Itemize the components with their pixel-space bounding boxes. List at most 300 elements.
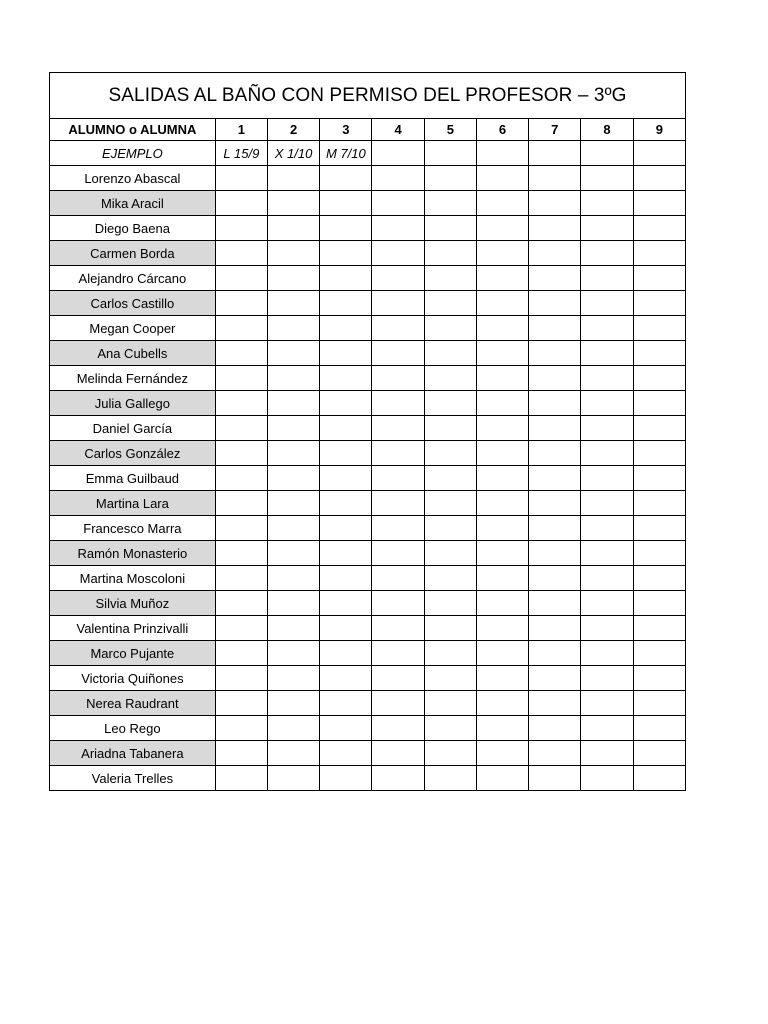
student-name: Valentina Prinzivalli [50, 616, 216, 641]
student-name: Martina Moscoloni [50, 566, 216, 591]
student-row [50, 441, 686, 466]
exit-entry-cell[interactable] [215, 766, 267, 791]
example-label: EJEMPLO [50, 141, 216, 166]
exit-entry-cell[interactable] [267, 566, 319, 591]
exit-entry-cell[interactable] [476, 441, 528, 466]
header-row [50, 119, 686, 141]
exit-entry-cell[interactable] [267, 591, 319, 616]
exit-entry-cell[interactable] [215, 241, 267, 266]
exit-entry-cell[interactable] [529, 341, 581, 366]
exit-entry-cell[interactable] [372, 666, 424, 691]
student-name: Leo Rego [50, 716, 216, 741]
exit-entry-cell[interactable] [215, 716, 267, 741]
exit-entry-cell[interactable] [581, 766, 633, 791]
student-row [50, 541, 686, 566]
exit-entry-cell[interactable] [267, 341, 319, 366]
student-row [50, 266, 686, 291]
exit-entry-cell[interactable] [320, 341, 372, 366]
exit-entry-cell[interactable] [372, 266, 424, 291]
exit-entry-cell[interactable] [215, 266, 267, 291]
exit-entry-cell[interactable] [633, 366, 685, 391]
student-row [50, 191, 686, 216]
exit-entry-cell[interactable] [424, 341, 476, 366]
exit-entry-cell[interactable] [581, 341, 633, 366]
exit-entry-cell[interactable] [529, 316, 581, 341]
exit-entry-cell[interactable] [215, 666, 267, 691]
exit-entry-cell[interactable] [320, 166, 372, 191]
exit-entry-cell[interactable] [320, 616, 372, 641]
student-name: Valeria Trelles [50, 766, 216, 791]
exit-entry-cell[interactable] [320, 716, 372, 741]
exit-entry-cell[interactable] [424, 291, 476, 316]
exit-entry-cell[interactable] [320, 641, 372, 666]
exit-entry-cell[interactable] [633, 741, 685, 766]
exit-entry-cell[interactable] [215, 416, 267, 441]
student-name: Carmen Borda [50, 241, 216, 266]
student-row [50, 391, 686, 416]
exit-entry-cell[interactable] [581, 291, 633, 316]
exit-entry-cell[interactable] [215, 391, 267, 416]
exit-entry-cell[interactable] [372, 191, 424, 216]
exit-entry-cell[interactable] [476, 616, 528, 641]
student-row [50, 666, 686, 691]
slot-column-header: 3 [320, 119, 372, 141]
exit-entry-cell[interactable] [320, 391, 372, 416]
exit-entry-cell[interactable] [529, 741, 581, 766]
exit-entry-cell[interactable] [215, 316, 267, 341]
exit-entry-cell[interactable] [633, 266, 685, 291]
example-cell: L 15/9 [215, 141, 267, 166]
exit-entry-cell[interactable] [633, 616, 685, 641]
slot-column-header: 9 [633, 119, 685, 141]
student-row [50, 491, 686, 516]
exit-entry-cell[interactable] [372, 466, 424, 491]
exit-entry-cell[interactable] [215, 491, 267, 516]
exit-entry-cell[interactable] [476, 366, 528, 391]
exit-entry-cell[interactable] [267, 466, 319, 491]
student-name: Ramón Monasterio [50, 541, 216, 566]
exit-entry-cell[interactable] [372, 716, 424, 741]
exit-entry-cell[interactable] [215, 541, 267, 566]
student-name: Marco Pujante [50, 641, 216, 666]
exit-entry-cell[interactable] [215, 441, 267, 466]
exit-entry-cell[interactable] [215, 641, 267, 666]
exit-entry-cell[interactable] [372, 641, 424, 666]
exit-entry-cell[interactable] [320, 491, 372, 516]
exit-entry-cell[interactable] [320, 216, 372, 241]
exit-entry-cell[interactable] [372, 741, 424, 766]
exit-entry-cell[interactable] [267, 716, 319, 741]
name-column-header: ALUMNO o ALUMNA [50, 119, 216, 141]
exit-entry-cell[interactable] [633, 441, 685, 466]
exit-entry-cell[interactable] [424, 541, 476, 566]
exit-entry-cell[interactable] [529, 716, 581, 741]
exit-entry-cell[interactable] [529, 191, 581, 216]
example-row [50, 141, 686, 166]
exit-entry-cell[interactable] [320, 541, 372, 566]
exit-entry-cell[interactable] [529, 591, 581, 616]
example-cell: M 7/10 [320, 141, 372, 166]
exit-entry-cell[interactable] [320, 291, 372, 316]
exit-entry-cell[interactable] [267, 291, 319, 316]
exit-entry-cell[interactable] [215, 191, 267, 216]
exit-entry-cell[interactable] [320, 441, 372, 466]
exit-entry-cell[interactable] [633, 566, 685, 591]
exit-entry-cell[interactable] [529, 441, 581, 466]
exit-entry-cell[interactable] [424, 566, 476, 591]
exit-entry-cell[interactable] [372, 341, 424, 366]
exit-entry-cell[interactable] [529, 666, 581, 691]
exit-entry-cell[interactable] [529, 416, 581, 441]
exit-entry-cell[interactable] [581, 266, 633, 291]
exit-entry-cell[interactable] [267, 616, 319, 641]
exit-entry-cell[interactable] [320, 566, 372, 591]
student-row [50, 691, 686, 716]
exit-entry-cell[interactable] [267, 666, 319, 691]
student-name: Carlos González [50, 441, 216, 466]
student-row [50, 216, 686, 241]
exit-entry-cell[interactable] [320, 191, 372, 216]
exit-entry-cell[interactable] [267, 741, 319, 766]
exit-entry-cell[interactable] [267, 366, 319, 391]
student-name: Melinda Fernández [50, 366, 216, 391]
exit-entry-cell[interactable] [581, 741, 633, 766]
exit-entry-cell[interactable] [633, 641, 685, 666]
exit-entry-cell[interactable] [424, 366, 476, 391]
exit-entry-cell[interactable] [633, 216, 685, 241]
student-name: Diego Baena [50, 216, 216, 241]
exit-entry-cell[interactable] [581, 191, 633, 216]
exit-entry-cell[interactable] [476, 566, 528, 591]
student-row [50, 566, 686, 591]
student-name: Silvia Muñoz [50, 591, 216, 616]
exit-entry-cell[interactable] [476, 741, 528, 766]
exit-entry-cell[interactable] [215, 216, 267, 241]
exit-entry-cell[interactable] [424, 166, 476, 191]
exit-entry-cell[interactable] [476, 491, 528, 516]
student-row [50, 166, 686, 191]
exit-entry-cell[interactable] [372, 391, 424, 416]
exit-entry-cell[interactable] [633, 591, 685, 616]
exit-entry-cell[interactable] [633, 766, 685, 791]
slot-column-header: 4 [372, 119, 424, 141]
exit-entry-cell[interactable] [476, 266, 528, 291]
exit-entry-cell[interactable] [529, 391, 581, 416]
exit-entry-cell[interactable] [320, 766, 372, 791]
student-name: Emma Guilbaud [50, 466, 216, 491]
exit-entry-cell[interactable] [581, 591, 633, 616]
exit-entry-cell[interactable] [633, 541, 685, 566]
exit-entry-cell[interactable] [215, 341, 267, 366]
student-name: Martina Lara [50, 491, 216, 516]
exit-entry-cell[interactable] [267, 241, 319, 266]
student-row [50, 466, 686, 491]
exit-entry-cell[interactable] [633, 316, 685, 341]
exit-entry-cell[interactable] [424, 491, 476, 516]
exit-entry-cell[interactable] [529, 366, 581, 391]
example-cell [581, 141, 633, 166]
exit-entry-cell[interactable] [476, 216, 528, 241]
exit-entry-cell[interactable] [215, 466, 267, 491]
exit-entry-cell[interactable] [372, 366, 424, 391]
exit-entry-cell[interactable] [581, 491, 633, 516]
exit-entry-cell[interactable] [424, 716, 476, 741]
exit-entry-cell[interactable] [581, 641, 633, 666]
exit-entry-cell[interactable] [320, 241, 372, 266]
exit-entry-cell[interactable] [633, 191, 685, 216]
exit-entry-cell[interactable] [267, 516, 319, 541]
student-row [50, 366, 686, 391]
exit-entry-cell[interactable] [215, 291, 267, 316]
student-row [50, 316, 686, 341]
exit-entry-cell[interactable] [372, 616, 424, 641]
exit-entry-cell[interactable] [320, 591, 372, 616]
student-name: Ariadna Tabanera [50, 741, 216, 766]
exit-entry-cell[interactable] [372, 216, 424, 241]
exit-entry-cell[interactable] [581, 216, 633, 241]
exit-entry-cell[interactable] [372, 691, 424, 716]
exit-entry-cell[interactable] [476, 391, 528, 416]
student-name: Nerea Raudrant [50, 691, 216, 716]
slot-column-header: 2 [267, 119, 319, 141]
exit-entry-cell[interactable] [581, 616, 633, 641]
student-row [50, 716, 686, 741]
exit-entry-cell[interactable] [476, 766, 528, 791]
example-cell [372, 141, 424, 166]
exit-entry-cell[interactable] [372, 241, 424, 266]
exit-entry-cell[interactable] [424, 766, 476, 791]
exit-entry-cell[interactable] [424, 391, 476, 416]
exit-entry-cell[interactable] [529, 166, 581, 191]
student-row [50, 741, 686, 766]
student-row [50, 341, 686, 366]
exit-entry-cell[interactable] [529, 616, 581, 641]
exit-entry-cell[interactable] [529, 466, 581, 491]
exit-entry-cell[interactable] [529, 291, 581, 316]
exit-entry-cell[interactable] [424, 616, 476, 641]
exit-entry-cell[interactable] [372, 166, 424, 191]
exit-entry-cell[interactable] [581, 541, 633, 566]
exit-entry-cell[interactable] [372, 291, 424, 316]
exit-entry-cell[interactable] [267, 641, 319, 666]
exit-entry-cell[interactable] [424, 466, 476, 491]
student-name: Ana Cubells [50, 341, 216, 366]
exit-entry-cell[interactable] [476, 416, 528, 441]
exit-entry-cell[interactable] [529, 691, 581, 716]
exit-entry-cell[interactable] [424, 216, 476, 241]
example-cell [633, 141, 685, 166]
exit-entry-cell[interactable] [267, 416, 319, 441]
exit-entry-cell[interactable] [476, 516, 528, 541]
slot-column-header: 6 [476, 119, 528, 141]
exit-entry-cell[interactable] [581, 416, 633, 441]
exit-entry-cell[interactable] [476, 316, 528, 341]
exit-entry-cell[interactable] [267, 441, 319, 466]
exit-entry-cell[interactable] [476, 166, 528, 191]
exit-entry-cell[interactable] [633, 416, 685, 441]
exit-entry-cell[interactable] [529, 516, 581, 541]
student-row [50, 641, 686, 666]
exit-entry-cell[interactable] [581, 391, 633, 416]
exit-entry-cell[interactable] [476, 191, 528, 216]
exit-entry-cell[interactable] [267, 766, 319, 791]
exit-entry-cell[interactable] [267, 316, 319, 341]
exit-entry-cell[interactable] [581, 516, 633, 541]
student-row [50, 241, 686, 266]
student-name: Daniel García [50, 416, 216, 441]
exit-entry-cell[interactable] [424, 516, 476, 541]
slot-column-header: 1 [215, 119, 267, 141]
exit-entry-cell[interactable] [424, 416, 476, 441]
exit-entry-cell[interactable] [633, 491, 685, 516]
slot-column-header: 7 [529, 119, 581, 141]
exit-entry-cell[interactable] [320, 266, 372, 291]
exit-entry-cell[interactable] [529, 241, 581, 266]
exit-entry-cell[interactable] [529, 266, 581, 291]
exit-entry-cell[interactable] [529, 766, 581, 791]
exit-entry-cell[interactable] [581, 566, 633, 591]
exit-entry-cell[interactable] [372, 566, 424, 591]
exit-entry-cell[interactable] [476, 716, 528, 741]
exit-entry-cell[interactable] [267, 541, 319, 566]
exit-entry-cell[interactable] [529, 566, 581, 591]
student-name: Carlos Castillo [50, 291, 216, 316]
exit-entry-cell[interactable] [633, 691, 685, 716]
exit-entry-cell[interactable] [424, 591, 476, 616]
example-cell [476, 141, 528, 166]
exit-entry-cell[interactable] [581, 691, 633, 716]
exit-entry-cell[interactable] [476, 666, 528, 691]
exit-entry-cell[interactable] [372, 491, 424, 516]
exit-entry-cell[interactable] [267, 491, 319, 516]
exit-entry-cell[interactable] [372, 541, 424, 566]
exit-entry-cell[interactable] [320, 666, 372, 691]
exit-entry-cell[interactable] [215, 691, 267, 716]
student-name: Julia Gallego [50, 391, 216, 416]
exit-entry-cell[interactable] [320, 691, 372, 716]
exit-entry-cell[interactable] [581, 316, 633, 341]
exit-entry-cell[interactable] [424, 666, 476, 691]
exit-entry-cell[interactable] [581, 366, 633, 391]
exit-entry-cell[interactable] [320, 316, 372, 341]
exit-entry-cell[interactable] [215, 516, 267, 541]
exit-entry-cell[interactable] [529, 641, 581, 666]
exit-entry-cell[interactable] [476, 641, 528, 666]
exit-entry-cell[interactable] [320, 466, 372, 491]
student-row [50, 591, 686, 616]
exit-entry-cell[interactable] [581, 716, 633, 741]
exit-entry-cell[interactable] [372, 316, 424, 341]
student-name: Lorenzo Abascal [50, 166, 216, 191]
exit-entry-cell[interactable] [633, 666, 685, 691]
slot-column-header: 5 [424, 119, 476, 141]
example-cell: X 1/10 [267, 141, 319, 166]
exit-entry-cell[interactable] [633, 241, 685, 266]
sheet-title: SALIDAS AL BAÑO CON PERMISO DEL PROFESOR – 3ºG [50, 73, 686, 119]
exit-entry-cell[interactable] [424, 191, 476, 216]
exit-entry-cell[interactable] [215, 366, 267, 391]
exit-entry-cell[interactable] [476, 591, 528, 616]
exit-entry-cell[interactable] [267, 391, 319, 416]
exit-entry-cell[interactable] [581, 166, 633, 191]
exit-entry-cell[interactable] [424, 266, 476, 291]
student-name: Francesco Marra [50, 516, 216, 541]
student-row [50, 616, 686, 641]
exit-entry-cell[interactable] [476, 466, 528, 491]
exit-entry-cell[interactable] [529, 541, 581, 566]
exit-entry-cell[interactable] [372, 591, 424, 616]
exit-entry-cell[interactable] [267, 166, 319, 191]
exit-entry-cell[interactable] [372, 416, 424, 441]
exit-entry-cell[interactable] [320, 416, 372, 441]
exit-entry-cell[interactable] [424, 441, 476, 466]
exit-entry-cell[interactable] [424, 241, 476, 266]
exit-entry-cell[interactable] [633, 391, 685, 416]
exit-entry-cell[interactable] [633, 341, 685, 366]
student-row [50, 516, 686, 541]
exit-entry-cell[interactable] [424, 316, 476, 341]
exit-entry-cell[interactable] [476, 291, 528, 316]
exit-entry-cell[interactable] [320, 516, 372, 541]
student-name: Mika Aracil [50, 191, 216, 216]
exit-entry-cell[interactable] [320, 741, 372, 766]
exit-entry-cell[interactable] [215, 566, 267, 591]
exit-entry-cell[interactable] [476, 541, 528, 566]
slot-column-header: 8 [581, 119, 633, 141]
exit-entry-cell[interactable] [633, 166, 685, 191]
exit-entry-cell[interactable] [581, 241, 633, 266]
exit-entry-cell[interactable] [215, 741, 267, 766]
example-cell [529, 141, 581, 166]
exit-entry-cell[interactable] [424, 741, 476, 766]
exit-entry-cell[interactable] [372, 441, 424, 466]
exit-entry-cell[interactable] [267, 691, 319, 716]
exit-entry-cell[interactable] [320, 366, 372, 391]
exit-entry-cell[interactable] [267, 216, 319, 241]
example-cell [424, 141, 476, 166]
exit-entry-cell[interactable] [633, 716, 685, 741]
student-row [50, 766, 686, 791]
exit-entry-cell[interactable] [476, 691, 528, 716]
exit-entry-cell[interactable] [267, 191, 319, 216]
exit-entry-cell[interactable] [633, 516, 685, 541]
student-name: Victoria Quiñones [50, 666, 216, 691]
exit-entry-cell[interactable] [581, 441, 633, 466]
bathroom-log-table [49, 72, 686, 791]
exit-entry-cell[interactable] [215, 616, 267, 641]
exit-entry-cell[interactable] [581, 466, 633, 491]
exit-entry-cell[interactable] [581, 666, 633, 691]
attendance-sheet [49, 72, 686, 791]
student-name: Megan Cooper [50, 316, 216, 341]
exit-entry-cell[interactable] [372, 516, 424, 541]
student-row [50, 291, 686, 316]
exit-entry-cell[interactable] [215, 166, 267, 191]
exit-entry-cell[interactable] [633, 466, 685, 491]
exit-entry-cell[interactable] [424, 691, 476, 716]
exit-entry-cell[interactable] [372, 766, 424, 791]
exit-entry-cell[interactable] [267, 266, 319, 291]
exit-entry-cell[interactable] [424, 641, 476, 666]
exit-entry-cell[interactable] [215, 591, 267, 616]
exit-entry-cell[interactable] [529, 491, 581, 516]
exit-entry-cell[interactable] [476, 241, 528, 266]
exit-entry-cell[interactable] [476, 341, 528, 366]
exit-entry-cell[interactable] [529, 216, 581, 241]
student-row [50, 416, 686, 441]
student-name: Alejandro Cárcano [50, 266, 216, 291]
exit-entry-cell[interactable] [633, 291, 685, 316]
